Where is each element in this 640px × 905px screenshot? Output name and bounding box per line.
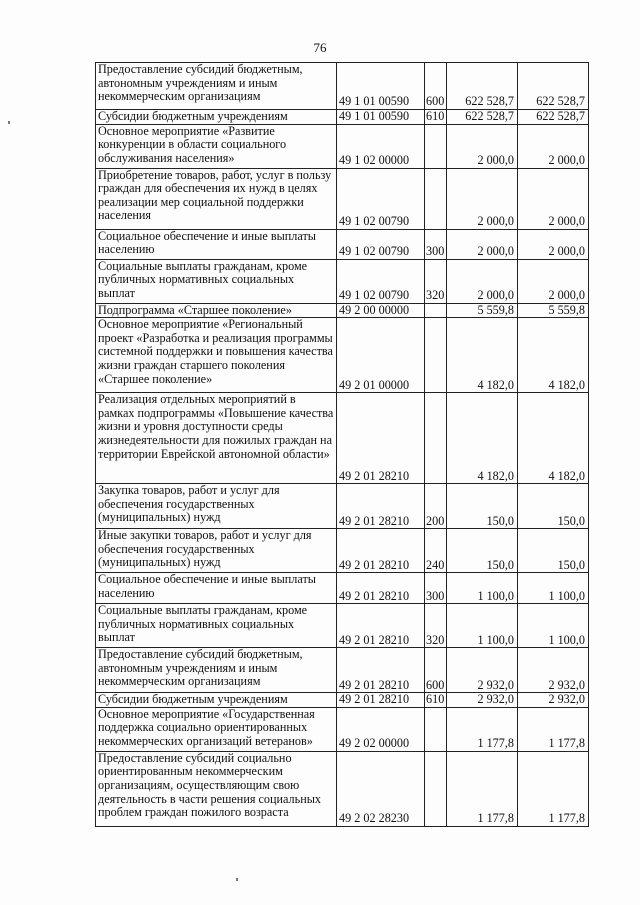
row-amount-2: 2 000,0 <box>518 124 589 168</box>
row-amount-2: 1 177,8 <box>518 707 589 751</box>
row-amount-1: 1 100,0 <box>447 604 518 648</box>
row-expense-type: 240 <box>425 529 447 573</box>
row-amount-2: 2 932,0 <box>518 693 589 708</box>
row-name: Предоставление субсидий бюджетным, автономным учреждениям и иным некоммерческим организациям <box>96 63 337 110</box>
table-row <box>96 707 589 751</box>
table-row <box>96 168 589 229</box>
row-amount-1: 150,0 <box>447 529 518 573</box>
row-name: Основное мероприятие «Государственная поддержка социально ориентированных некоммерческих организаций ветеранов» <box>96 707 337 751</box>
table-row <box>96 259 589 303</box>
row-amount-2: 4 182,0 <box>518 393 589 484</box>
row-amount-1: 2 000,0 <box>447 229 518 259</box>
table-row <box>96 604 589 648</box>
row-amount-1: 1 100,0 <box>447 573 518 604</box>
row-expense-type <box>425 707 447 751</box>
row-name: Реализация отдельных мероприятий в рамках подпрограммы «Повышение качества жизни и уровня доступности среды жизнедеятельности для пожилых граждан на территории Еврейской автономной области» <box>96 393 337 484</box>
table-row <box>96 318 589 393</box>
row-amount-2: 1 100,0 <box>518 604 589 648</box>
row-amount-1: 4 182,0 <box>447 318 518 393</box>
row-amount-2: 622 528,7 <box>518 63 589 110</box>
row-expense-type <box>425 124 447 168</box>
row-amount-1: 1 177,8 <box>447 707 518 751</box>
table-row <box>96 693 589 708</box>
row-expense-type <box>425 393 447 484</box>
row-amount-2: 150,0 <box>518 529 589 573</box>
row-amount-2: 2 000,0 <box>518 168 589 229</box>
row-expense-type <box>425 318 447 393</box>
row-target-code: 49 2 01 28210 <box>337 529 425 573</box>
row-target-code: 49 1 01 00590 <box>337 110 425 125</box>
row-target-code: 49 2 02 00000 <box>337 707 425 751</box>
table-row <box>96 529 589 573</box>
row-amount-1: 2 000,0 <box>447 124 518 168</box>
row-target-code: 49 1 02 00790 <box>337 229 425 259</box>
row-target-code: 49 1 02 00790 <box>337 259 425 303</box>
row-name: Социальное обеспечение и иные выплаты населению <box>96 573 337 604</box>
row-expense-type: 320 <box>425 259 447 303</box>
row-amount-2: 2 000,0 <box>518 229 589 259</box>
row-name: Основное мероприятие «Развитие конкуренции в области социального обслуживания населения» <box>96 124 337 168</box>
row-amount-1: 2 932,0 <box>447 693 518 708</box>
row-target-code: 49 2 01 28210 <box>337 693 425 708</box>
row-name: Социальные выплаты гражданам, кроме публичных нормативных социальных выплат <box>96 259 337 303</box>
row-expense-type: 610 <box>425 110 447 125</box>
row-amount-2: 5 559,8 <box>518 303 589 318</box>
table-row <box>96 303 589 318</box>
row-amount-1: 622 528,7 <box>447 63 518 110</box>
row-target-code: 49 1 02 00790 <box>337 168 425 229</box>
row-expense-type <box>425 751 447 826</box>
row-amount-1: 2 000,0 <box>447 259 518 303</box>
row-amount-1: 622 528,7 <box>447 110 518 125</box>
row-target-code: 49 2 01 28210 <box>337 393 425 484</box>
row-name: Субсидии бюджетным учреждениям <box>96 110 337 125</box>
table-row <box>96 393 589 484</box>
table-row <box>96 63 589 110</box>
row-target-code: 49 2 01 28210 <box>337 604 425 648</box>
row-amount-1: 2 000,0 <box>447 168 518 229</box>
row-name: Основное мероприятие «Региональный проект «Разработка и реализация программы системной поддержки и повышения качества жизни граждан старшего поколения «Старшее поколение» <box>96 318 337 393</box>
row-amount-2: 2 932,0 <box>518 648 589 693</box>
table-body <box>96 63 589 827</box>
budget-table <box>95 62 589 827</box>
scan-speck <box>8 121 10 124</box>
row-expense-type <box>425 303 447 318</box>
row-expense-type: 300 <box>425 573 447 604</box>
table-row <box>96 573 589 604</box>
row-target-code: 49 2 02 28230 <box>337 751 425 826</box>
row-expense-type: 300 <box>425 229 447 259</box>
row-amount-1: 2 932,0 <box>447 648 518 693</box>
row-amount-2: 1 177,8 <box>518 751 589 826</box>
row-amount-2: 2 000,0 <box>518 259 589 303</box>
row-target-code: 49 2 01 28210 <box>337 573 425 604</box>
row-name: Приобретение товаров, работ, услуг в пользу граждан для обеспечения их нужд в целях реализации мер социальной поддержки населения <box>96 168 337 229</box>
table-row <box>96 484 589 529</box>
row-target-code: 49 2 01 00000 <box>337 318 425 393</box>
row-name: Предоставление субсидий социально ориентированным некоммерческим организациям, осуществляющим свою деятельность в части решения социальных проблем граждан пожилого возраста <box>96 751 337 826</box>
row-expense-type <box>425 168 447 229</box>
row-amount-1: 4 182,0 <box>447 393 518 484</box>
row-name: Предоставление субсидий бюджетным, автономным учреждениям и иным некоммерческим организациям <box>96 648 337 693</box>
row-expense-type: 610 <box>425 693 447 708</box>
row-expense-type: 320 <box>425 604 447 648</box>
row-amount-1: 150,0 <box>447 484 518 529</box>
row-amount-2: 622 528,7 <box>518 110 589 125</box>
table-row <box>96 648 589 693</box>
table-row <box>96 124 589 168</box>
row-name: Социальное обеспечение и иные выплаты населению <box>96 229 337 259</box>
row-amount-2: 1 100,0 <box>518 573 589 604</box>
scan-speck <box>236 878 238 881</box>
table-row <box>96 110 589 125</box>
row-target-code: 49 2 01 28210 <box>337 484 425 529</box>
row-amount-1: 5 559,8 <box>447 303 518 318</box>
row-expense-type: 600 <box>425 648 447 693</box>
table-row <box>96 751 589 826</box>
row-expense-type: 200 <box>425 484 447 529</box>
row-amount-2: 150,0 <box>518 484 589 529</box>
row-name: Социальные выплаты гражданам, кроме публичных нормативных социальных выплат <box>96 604 337 648</box>
row-expense-type: 600 <box>425 63 447 110</box>
row-target-code: 49 2 00 00000 <box>337 303 425 318</box>
row-name: Субсидии бюджетным учреждениям <box>96 693 337 708</box>
row-name: Закупка товаров, работ и услуг для обеспечения государственных (муниципальных) нужд <box>96 484 337 529</box>
row-target-code: 49 1 01 00590 <box>337 63 425 110</box>
row-target-code: 49 1 02 00000 <box>337 124 425 168</box>
page-number: 76 <box>313 40 327 55</box>
row-name: Подпрограмма «Старшее поколение» <box>96 303 337 318</box>
table-row <box>96 229 589 259</box>
row-target-code: 49 2 01 28210 <box>337 648 425 693</box>
row-amount-1: 1 177,8 <box>447 751 518 826</box>
row-amount-2: 4 182,0 <box>518 318 589 393</box>
row-name: Иные закупки товаров, работ и услуг для обеспечения государственных (муниципальных) нужд <box>96 529 337 573</box>
